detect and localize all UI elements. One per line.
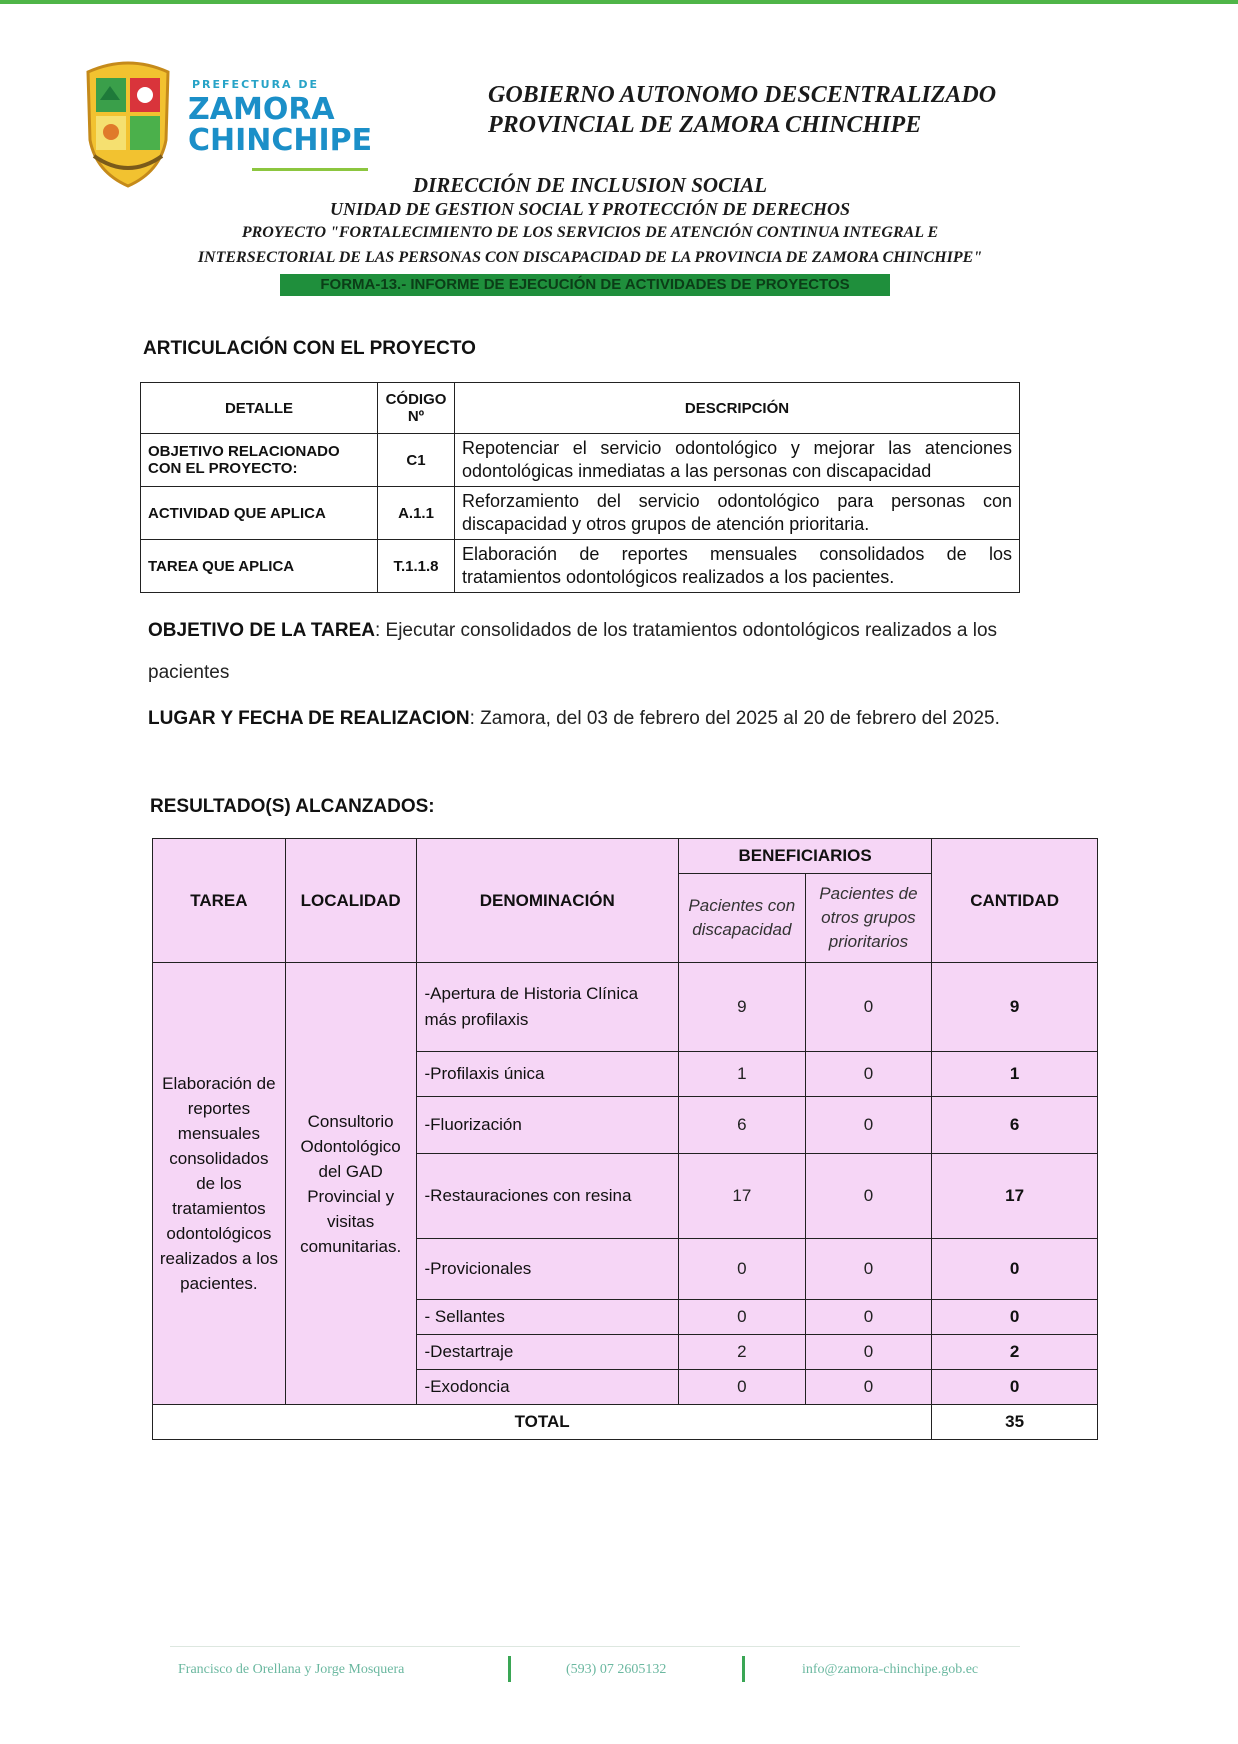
otros-cell: 0 bbox=[805, 1052, 932, 1097]
header-localidad: LOCALIDAD bbox=[285, 839, 416, 963]
descripcion-cell: Elaboración de reportes mensuales consolidados de los tratamientos odontológicos realizados a los pacientes. bbox=[455, 540, 1020, 593]
otros-cell: 0 bbox=[805, 1370, 932, 1405]
brand-underline bbox=[252, 168, 368, 171]
gov-line-2: PROVINCIAL DE ZAMORA CHINCHIPE bbox=[488, 112, 922, 138]
brand-name bbox=[188, 94, 372, 156]
otros-cell: 0 bbox=[805, 1154, 932, 1239]
pacientes-cell: 17 bbox=[679, 1154, 806, 1239]
footer-phone: (593) 07 2605132 bbox=[566, 1662, 667, 1677]
codigo-cell: C1 bbox=[378, 434, 455, 487]
detalle-cell: TAREA QUE APLICA bbox=[141, 540, 378, 593]
codigo-cell: A.1.1 bbox=[378, 487, 455, 540]
header-pacientes: Pacientes con discapacidad bbox=[679, 874, 806, 963]
table-row bbox=[141, 540, 1020, 593]
objetivo-paragraph bbox=[148, 610, 1038, 694]
objetivo-label: OBJETIVO DE LA TAREA bbox=[148, 620, 375, 641]
pacientes-cell: 6 bbox=[679, 1097, 806, 1154]
brand-line-1: ZAMORA bbox=[188, 92, 335, 127]
footer-separator bbox=[508, 1656, 511, 1682]
cantidad-cell: 0 bbox=[932, 1370, 1098, 1405]
objetivo-text: : Ejecutar consolidados de los tratamientos odontológicos realizados a los pacientes bbox=[148, 620, 998, 683]
cantidad-cell: 6 bbox=[932, 1097, 1098, 1154]
project-line-1: PROYECTO "FORTALECIMIENTO DE LOS SERVICIOS DE ATENCIÓN CONTINUA INTEGRAL E bbox=[241, 224, 939, 241]
resultados-title: RESULTADO(S) ALCANZADOS: bbox=[150, 796, 435, 817]
denominacion-cell: -Provicionales bbox=[416, 1239, 679, 1300]
codigo-cell: T.1.1.8 bbox=[378, 540, 455, 593]
brand-small-text: PREFECTURA DE bbox=[192, 78, 320, 91]
government-title bbox=[488, 80, 996, 140]
total-label: TOTAL bbox=[153, 1405, 932, 1440]
footer-separator bbox=[742, 1656, 745, 1682]
descripcion-cell: Reforzamiento del servicio odontológico para personas con discapacidad y otros grupos de atención prioritaria. bbox=[455, 487, 1020, 540]
total-row bbox=[153, 1405, 1098, 1440]
pacientes-cell: 0 bbox=[679, 1370, 806, 1405]
lugar-text: : Zamora, del 03 de febrero del 2025 al 20 de febrero del 2025. bbox=[469, 708, 1000, 729]
footer-divider bbox=[170, 1646, 1020, 1647]
gov-line-1: GOBIERNO AUTONOMO DESCENTRALIZADO bbox=[488, 82, 997, 108]
header-detalle: DETALLE bbox=[141, 383, 378, 434]
localidad-cell: Consultorio Odontológico del GAD Provincial y visitas comunitarias. bbox=[285, 963, 416, 1405]
otros-cell: 0 bbox=[805, 963, 932, 1052]
detalle-cell: ACTIVIDAD QUE APLICA bbox=[141, 487, 378, 540]
footer-email: info@zamora-chinchipe.gob.ec bbox=[802, 1662, 979, 1677]
pacientes-cell: 9 bbox=[679, 963, 806, 1052]
cantidad-cell: 0 bbox=[932, 1239, 1098, 1300]
lugar-label: LUGAR Y FECHA DE REALIZACION bbox=[148, 708, 470, 729]
denominacion-cell: -Destartraje bbox=[416, 1335, 679, 1370]
header-descripcion: DESCRIPCIÓN bbox=[455, 383, 1020, 434]
direction-title: DIRECCIÓN DE INCLUSION SOCIAL bbox=[412, 173, 768, 197]
cantidad-cell: 1 bbox=[932, 1052, 1098, 1097]
otros-cell: 0 bbox=[805, 1239, 932, 1300]
table-row bbox=[153, 963, 1098, 1052]
header-beneficiarios: BENEFICIARIOS bbox=[679, 839, 932, 874]
document-headers bbox=[130, 172, 1050, 270]
otros-cell: 0 bbox=[805, 1097, 932, 1154]
cantidad-cell: 0 bbox=[932, 1300, 1098, 1335]
cantidad-cell: 17 bbox=[932, 1154, 1098, 1239]
forma-banner: FORMA-13.- INFORME DE EJECUCIÓN DE ACTIVIDADES DE PROYECTOS bbox=[280, 274, 890, 296]
project-line-2: INTERSECTORIAL DE LAS PERSONAS CON DISCAPACIDAD DE LA PROVINCIA DE ZAMORA CHINCHIPE" bbox=[197, 249, 983, 266]
denominacion-cell: -Restauraciones con resina bbox=[416, 1154, 679, 1239]
denominacion-cell: -Apertura de Historia Clínica más profilaxis bbox=[416, 963, 679, 1052]
pacientes-cell: 2 bbox=[679, 1335, 806, 1370]
coat-of-arms-icon bbox=[80, 60, 176, 190]
header-codigo: CÓDIGO Nº bbox=[378, 383, 455, 434]
tarea-cell: Elaboración de reportes mensuales consolidados de los tratamientos odontológicos realizados a los pacientes. bbox=[153, 963, 286, 1405]
denominacion-cell: -Exodoncia bbox=[416, 1370, 679, 1405]
articulacion-title: ARTICULACIÓN CON EL PROYECTO bbox=[143, 338, 476, 359]
denominacion-cell: - Sellantes bbox=[416, 1300, 679, 1335]
top-border-line bbox=[0, 0, 1238, 4]
header-cantidad: CANTIDAD bbox=[932, 839, 1098, 963]
resultados-table bbox=[152, 838, 1098, 1440]
denominacion-cell: -Fluorización bbox=[416, 1097, 679, 1154]
header-otros: Pacientes de otros grupos prioritarios bbox=[805, 874, 932, 963]
pacientes-cell: 1 bbox=[679, 1052, 806, 1097]
table-header-row bbox=[153, 839, 1098, 874]
header-tarea: TAREA bbox=[153, 839, 286, 963]
table-row bbox=[141, 487, 1020, 540]
denominacion-cell: -Profilaxis única bbox=[416, 1052, 679, 1097]
brand-line-2: CHINCHIPE bbox=[188, 123, 373, 158]
otros-cell: 0 bbox=[805, 1335, 932, 1370]
lugar-paragraph bbox=[148, 698, 1038, 740]
cantidad-cell: 9 bbox=[932, 963, 1098, 1052]
detalle-cell: OBJETIVO RELACIONADO CON EL PROYECTO: bbox=[141, 434, 378, 487]
footer-address: Francisco de Orellana y Jorge Mosquera bbox=[178, 1662, 405, 1677]
pacientes-cell: 0 bbox=[679, 1300, 806, 1335]
header-denominacion: DENOMINACIÓN bbox=[416, 839, 679, 963]
unit-title: UNIDAD DE GESTION SOCIAL Y PROTECCIÓN DE DERECHOS bbox=[330, 199, 850, 219]
total-value: 35 bbox=[932, 1405, 1098, 1440]
articulacion-table bbox=[140, 382, 1020, 593]
table-header-row bbox=[141, 383, 1020, 434]
table-row bbox=[141, 434, 1020, 487]
otros-cell: 0 bbox=[805, 1300, 932, 1335]
pacientes-cell: 0 bbox=[679, 1239, 806, 1300]
descripcion-cell: Repotenciar el servicio odontológico y mejorar las atenciones odontológicas inmediatas a las personas con discapacidad bbox=[455, 434, 1020, 487]
cantidad-cell: 2 bbox=[932, 1335, 1098, 1370]
